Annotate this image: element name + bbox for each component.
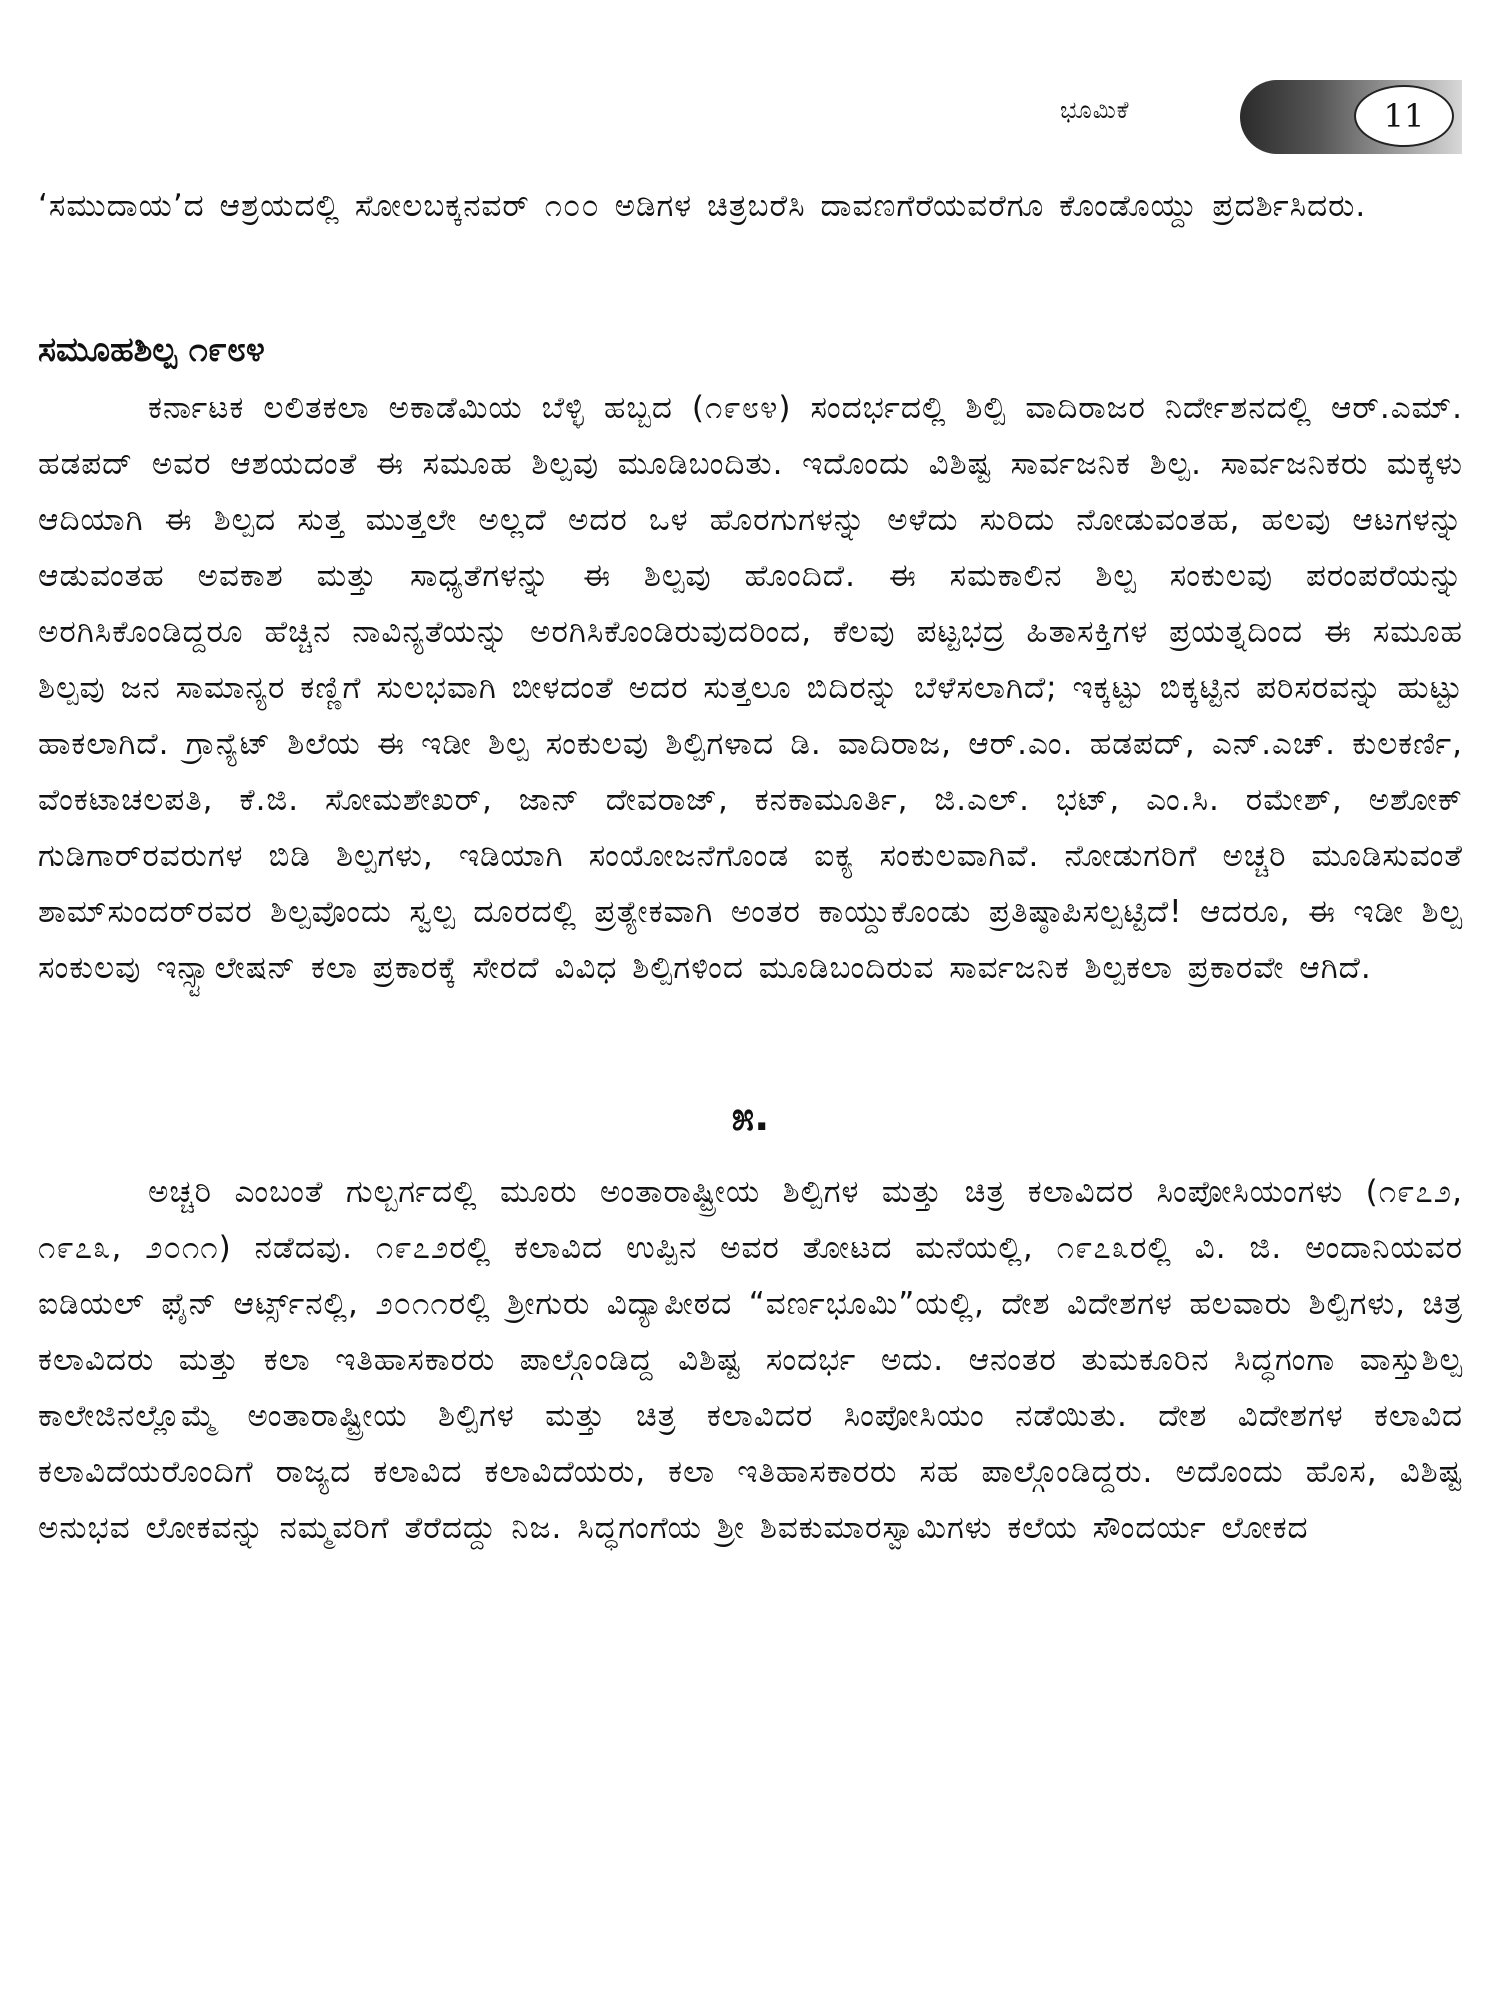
paragraph-symposiums: ಅಚ್ಚರಿ ಎಂಬಂತೆ ಗುಲ್ಬರ್ಗದಲ್ಲಿ ಮೂರು ಅಂತಾರಾಷ್ಟ್ರೀಯ ಶಿಲ್ಪಿಗಳ ಮತ್ತು ಚಿತ್ರ ಕಲಾವಿದರ ಸಿಂಪೋಸಿಯಂಗಳು (೧೯೭೨, ೧೯೭೩, ೨೦೧೧) ನಡೆದವು. ೧೯೭೨ರಲ್ಲಿ ಕಲಾವಿದ ಉಪ್ಪಿನ ಅವರ ತೋಟದ ಮನೆಯಲ್ಲಿ, ೧೯೭೩ರಲ್ಲಿ ವಿ. ಜಿ. ಅಂದಾನಿಯವರ ಐಡಿಯಲ್ ಫೈನ್ ಆರ್ಟ್ಸ್‌ನಲ್ಲಿ, ೨೦೧೧ರಲ್ಲಿ ಶ್ರೀಗುರು ವಿದ್ಯಾಪೀಠದ “ವರ್ಣಭೂಮಿ”ಯಲ್ಲಿ, ದೇಶ ವಿದೇಶಗಳ ಹಲವಾರು ಶಿಲ್ಪಿಗಳು, ಚಿತ್ರ ಕಲಾವಿದರು ಮತ್ತು ಕಲಾ ಇತಿಹಾಸಕಾರರು ಪಾಲ್ಗೊಂಡಿದ್ದ ವಿಶಿಷ್ಟ ಸಂದರ್ಭ ಅದು. ಆನಂತರ ತುಮಕೂರಿನ ಸಿದ್ಧಗಂಗಾ ವಾಸ್ತುಶಿಲ್ಪ ಕಾಲೇಜಿನಲ್ಲೊಮ್ಮೆ ಅಂತಾರಾಷ್ಟ್ರೀಯ ಶಿಲ್ಪಿಗಳ ಮತ್ತು ಚಿತ್ರ ಕಲಾವಿದರ ಸಿಂಪೋಸಿಯಂ ನಡೆಯಿತು. ದೇಶ ವಿದೇಶಗಳ ಕಲಾವಿದ ಕಲಾವಿದೆಯರೊಂದಿಗೆ ರಾಜ್ಯದ ಕಲಾವಿದ ಕಲಾವಿದೆಯರು, ಕಲಾ ಇತಿಹಾಸಕಾರರು ಸಹ ಪಾಲ್ಗೊಂಡಿದ್ದರು. ಅದೊಂದು ಹೊಸ, ವಿಶಿಷ್ಟ ಅನುಭವ ಲೋಕವನ್ನು ನಮ್ಮವರಿಗೆ ತೆರೆದದ್ದು ನಿಜ. ಸಿದ್ಧಗಂಗೆಯ ಶ್ರೀ ಶಿವಕುಮಾರಸ್ವಾಮಿಗಳು ಕಲೆಯ ಸೌಂದರ್ಯ ಲೋಕದ — [38, 1174, 1463, 1546]
paragraph-group-sculpture: ಕರ್ನಾಟಕ ಲಲಿತಕಲಾ ಅಕಾಡೆಮಿಯ ಬೆಳ್ಳಿ ಹಬ್ಬದ (೧೯೮೪) ಸಂದರ್ಭದಲ್ಲಿ ಶಿಲ್ಪಿ ವಾದಿರಾಜರ ನಿರ್ದೇಶನದಲ್ಲಿ ಆರ್.ಎಮ್. ಹಡಪದ್ ಅವರ ಆಶಯದಂತೆ ಈ ಸಮೂಹ ಶಿಲ್ಪವು ಮೂಡಿಬಂದಿತು. ಇದೊಂದು ವಿಶಿಷ್ಟ ಸಾರ್ವಜನಿಕ ಶಿಲ್ಪ. ಸಾರ್ವಜನಿಕರು ಮಕ್ಕಳು ಆದಿಯಾಗಿ ಈ ಶಿಲ್ಪದ ಸುತ್ತ ಮುತ್ತಲೇ ಅಲ್ಲದೆ ಅದರ ಒಳ ಹೊರಗುಗಳನ್ನು ಅಳೆದು ಸುರಿದು ನೋಡುವಂತಹ, ಹಲವು ಆಟಗಳನ್ನು ಆಡುವಂತಹ ಅವಕಾಶ ಮತ್ತು ಸಾಧ್ಯತೆಗಳನ್ನು ಈ ಶಿಲ್ಪವು ಹೊಂದಿದೆ. ಈ ಸಮಕಾಲಿನ ಶಿಲ್ಪ ಸಂಕುಲವು ಪರಂಪರೆಯನ್ನು ಅರಗಿಸಿಕೊಂಡಿದ್ದರೂ ಹೆಚ್ಚಿನ ನಾವಿನ್ಯತೆಯನ್ನು ಅರಗಿಸಿಕೊಂಡಿರುವುದರಿಂದ, ಕೆಲವು ಪಟ್ಟಭದ್ರ ಹಿತಾಸಕ್ತಿಗಳ ಪ್ರಯತ್ನದಿಂದ ಈ ಸಮೂಹ ಶಿಲ್ಪವು ಜನ ಸಾಮಾನ್ಯರ ಕಣ್ಣಿಗೆ ಸುಲಭವಾಗಿ ಬೀಳದಂತೆ ಅದರ ಸುತ್ತಲೂ ಬಿದಿರನ್ನು ಬೆಳೆಸಲಾಗಿದೆ; ಇಕ್ಕಟ್ಟು ಬಿಕ್ಕಟ್ಟಿನ ಪರಿಸರವನ್ನು ಹುಟ್ಟು ಹಾಕಲಾಗಿದೆ. ಗ್ರಾನ್ಯೆಟ್ ಶಿಲೆಯ ಈ ಇಡೀ ಶಿಲ್ಪ ಸಂಕುಲವು ಶಿಲ್ಪಿಗಳಾದ ಡಿ. ವಾದಿರಾಜ, ಆರ್.ಎಂ. ಹಡಪದ್, ಎನ್.ಎಚ್. ಕುಲಕರ್ಣಿ, ವೆಂಕಟಾಚಲಪತಿ, ಕೆ.ಜಿ. ಸೋಮಶೇಖರ್, ಜಾನ್ ದೇವರಾಜ್, ಕನಕಾಮೂರ್ತಿ, ಜಿ.ಎಲ್. ಭಟ್, ಎಂ.ಸಿ. ರಮೇಶ್, ಅಶೋಕ್ ಗುಡಿಗಾರ್‌ರವರುಗಳ ಬಿಡಿ ಶಿಲ್ಪಗಳು, ಇಡಿಯಾಗಿ ಸಂಯೋಜನೆಗೊಂಡ ಐಕ್ಯ ಸಂಕುಲವಾಗಿವೆ. ನೋಡುಗರಿಗೆ ಅಚ್ಚರಿ ಮೂಡಿಸುವಂತೆ ಶಾಮ್‌ಸುಂದರ್‌ರವರ ಶಿಲ್ಪವೊಂದು ಸ್ವಲ್ಪ ದೂರದಲ್ಲಿ ಪ್ರತ್ಯೇಕವಾಗಿ ಅಂತರ ಕಾಯ್ದುಕೊಂಡು ಪ್ರತಿಷ್ಠಾಪಿಸಲ್ಪಟ್ಟಿದೆ! ಆದರೂ, ಈ ಇಡೀ ಶಿಲ್ಪ ಸಂಕುಲವು ಇನ್ಸ್ಟಾಲೇಷನ್ ಕಲಾ ಪ್ರಕಾರಕ್ಕೆ ಸೇರದೆ ವಿವಿಧ ಶಿಲ್ಪಿಗಳಿಂದ ಮೂಡಿಬಂದಿರುವ ಸಾರ್ವಜನಿಕ ಶಿಲ್ಪಕಲಾ ಪ್ರಕಾರವೇ ಆಗಿದೆ. — [38, 390, 1463, 986]
paragraph-continuation: ‘ಸಮುದಾಯ’ದ ಆಶ್ರಯದಲ್ಲಿ ಸೋಲಬಕ್ಕನವರ್ ೧೦೦ ಅಡಿಗಳ ಚಿತ್ರಬರೆಸಿ ದಾವಣಗೆರೆಯವರೆಗೂ ಕೊಂಡೊಯ್ದು ಪ್ರದರ್ಶಿಸಿದರು. — [38, 188, 1367, 224]
section-number: ೫. — [731, 1094, 770, 1140]
page-number-tab — [1240, 80, 1462, 154]
page-header — [1000, 80, 1470, 160]
page-number: 11 — [1354, 85, 1454, 147]
running-title: ಭೂಮಿಕೆ — [1060, 96, 1130, 124]
section-heading: ಸಮೂಹಶಿಲ್ಪ ೧೯೮೪ — [38, 330, 265, 370]
page-body — [38, 178, 1463, 1556]
